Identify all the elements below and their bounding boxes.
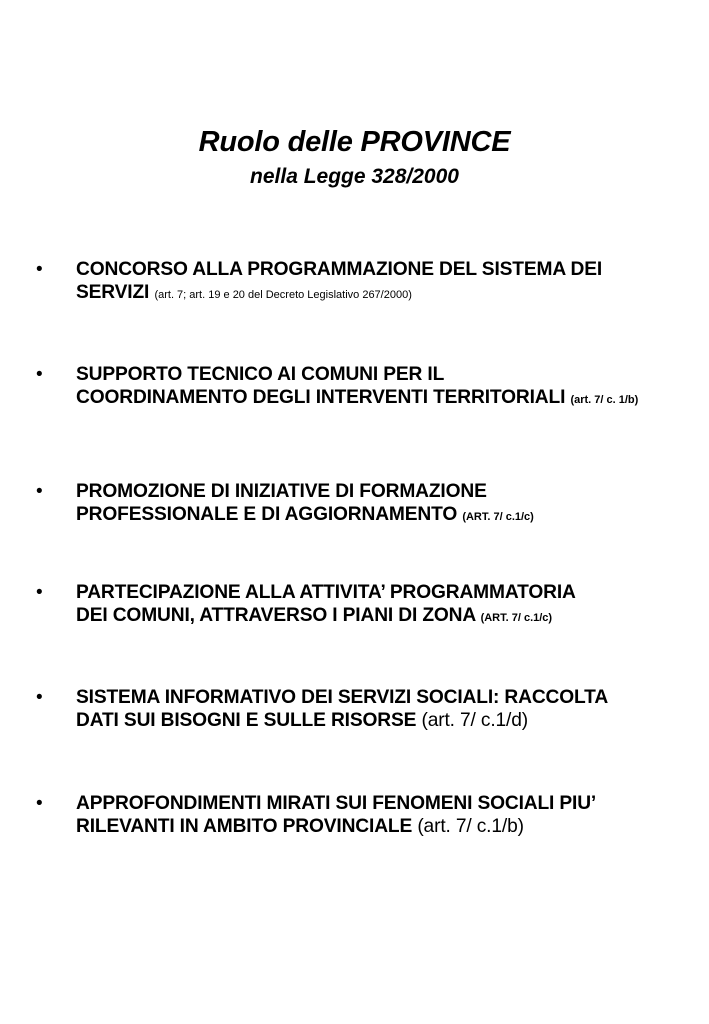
list-item-line2: DATI SUI BISOGNI E SULLE RISORSE — [76, 710, 417, 731]
list-item-text — [76, 686, 676, 732]
bullet-icon: • — [36, 481, 43, 502]
list-item-line1: CONCORSO ALLA PROGRAMMAZIONE DEL SISTEMA DEI — [76, 259, 603, 280]
legal-reference: (art. 7; art. 19 e 20 del Decreto Legislativo 267/2000) — [154, 289, 412, 301]
legal-reference: (art. 7/ c.1/b) — [417, 816, 524, 837]
list-item-line1: APPROFONDIMENTI MIRATI SUI FENOMENI SOCIALI PIU’ — [76, 793, 597, 814]
legal-reference: (art. 7/ c. 1/b) — [570, 394, 639, 406]
list-item-text — [76, 363, 671, 412]
list-item-line1: PARTECIPAZIONE ALLA ATTIVITA’ PROGRAMMATORIA — [76, 582, 576, 603]
bullet-icon: • — [36, 259, 43, 280]
list-item-line2: RILEVANTI IN AMBITO PROVINCIALE — [76, 816, 413, 837]
legal-reference: (ART. 7/ c.1/c) — [480, 612, 553, 624]
list-item-text — [76, 581, 676, 630]
list-item-line2: PROFESSIONALE E DI AGGIORNAMENTO — [76, 504, 458, 525]
list-item-line1: SUPPORTO TECNICO AI COMUNI PER IL — [76, 364, 445, 385]
list-item-line2: SERVIZI — [76, 282, 150, 303]
list-item-text — [76, 258, 676, 307]
bullet-icon: • — [36, 687, 43, 708]
list-item-line1: PROMOZIONE DI INIZIATIVE DI FORMAZIONE — [76, 481, 487, 502]
bullet-icon: • — [36, 793, 43, 814]
list-item-line1: SISTEMA INFORMATIVO DEI SERVIZI SOCIALI: RACCOLTA — [76, 687, 609, 708]
bullet-icon: • — [36, 582, 43, 603]
legal-reference: (art. 7/ c.1/d) — [421, 710, 528, 731]
list-item-line2: COORDINAMENTO DEGLI INTERVENTI TERRITORIALI — [76, 387, 566, 408]
bullet-icon: • — [36, 364, 43, 385]
document-title: Ruolo delle PROVINCE — [198, 126, 511, 158]
legal-reference: (ART. 7/ c.1/c) — [462, 511, 534, 523]
list-item-text — [76, 792, 676, 838]
document-subtitle: nella Legge 328/2000 — [250, 165, 459, 188]
list-item-line2: DEI COMUNI, ATTRAVERSO I PIANI DI ZONA — [76, 605, 476, 626]
list-item-text — [76, 480, 676, 529]
